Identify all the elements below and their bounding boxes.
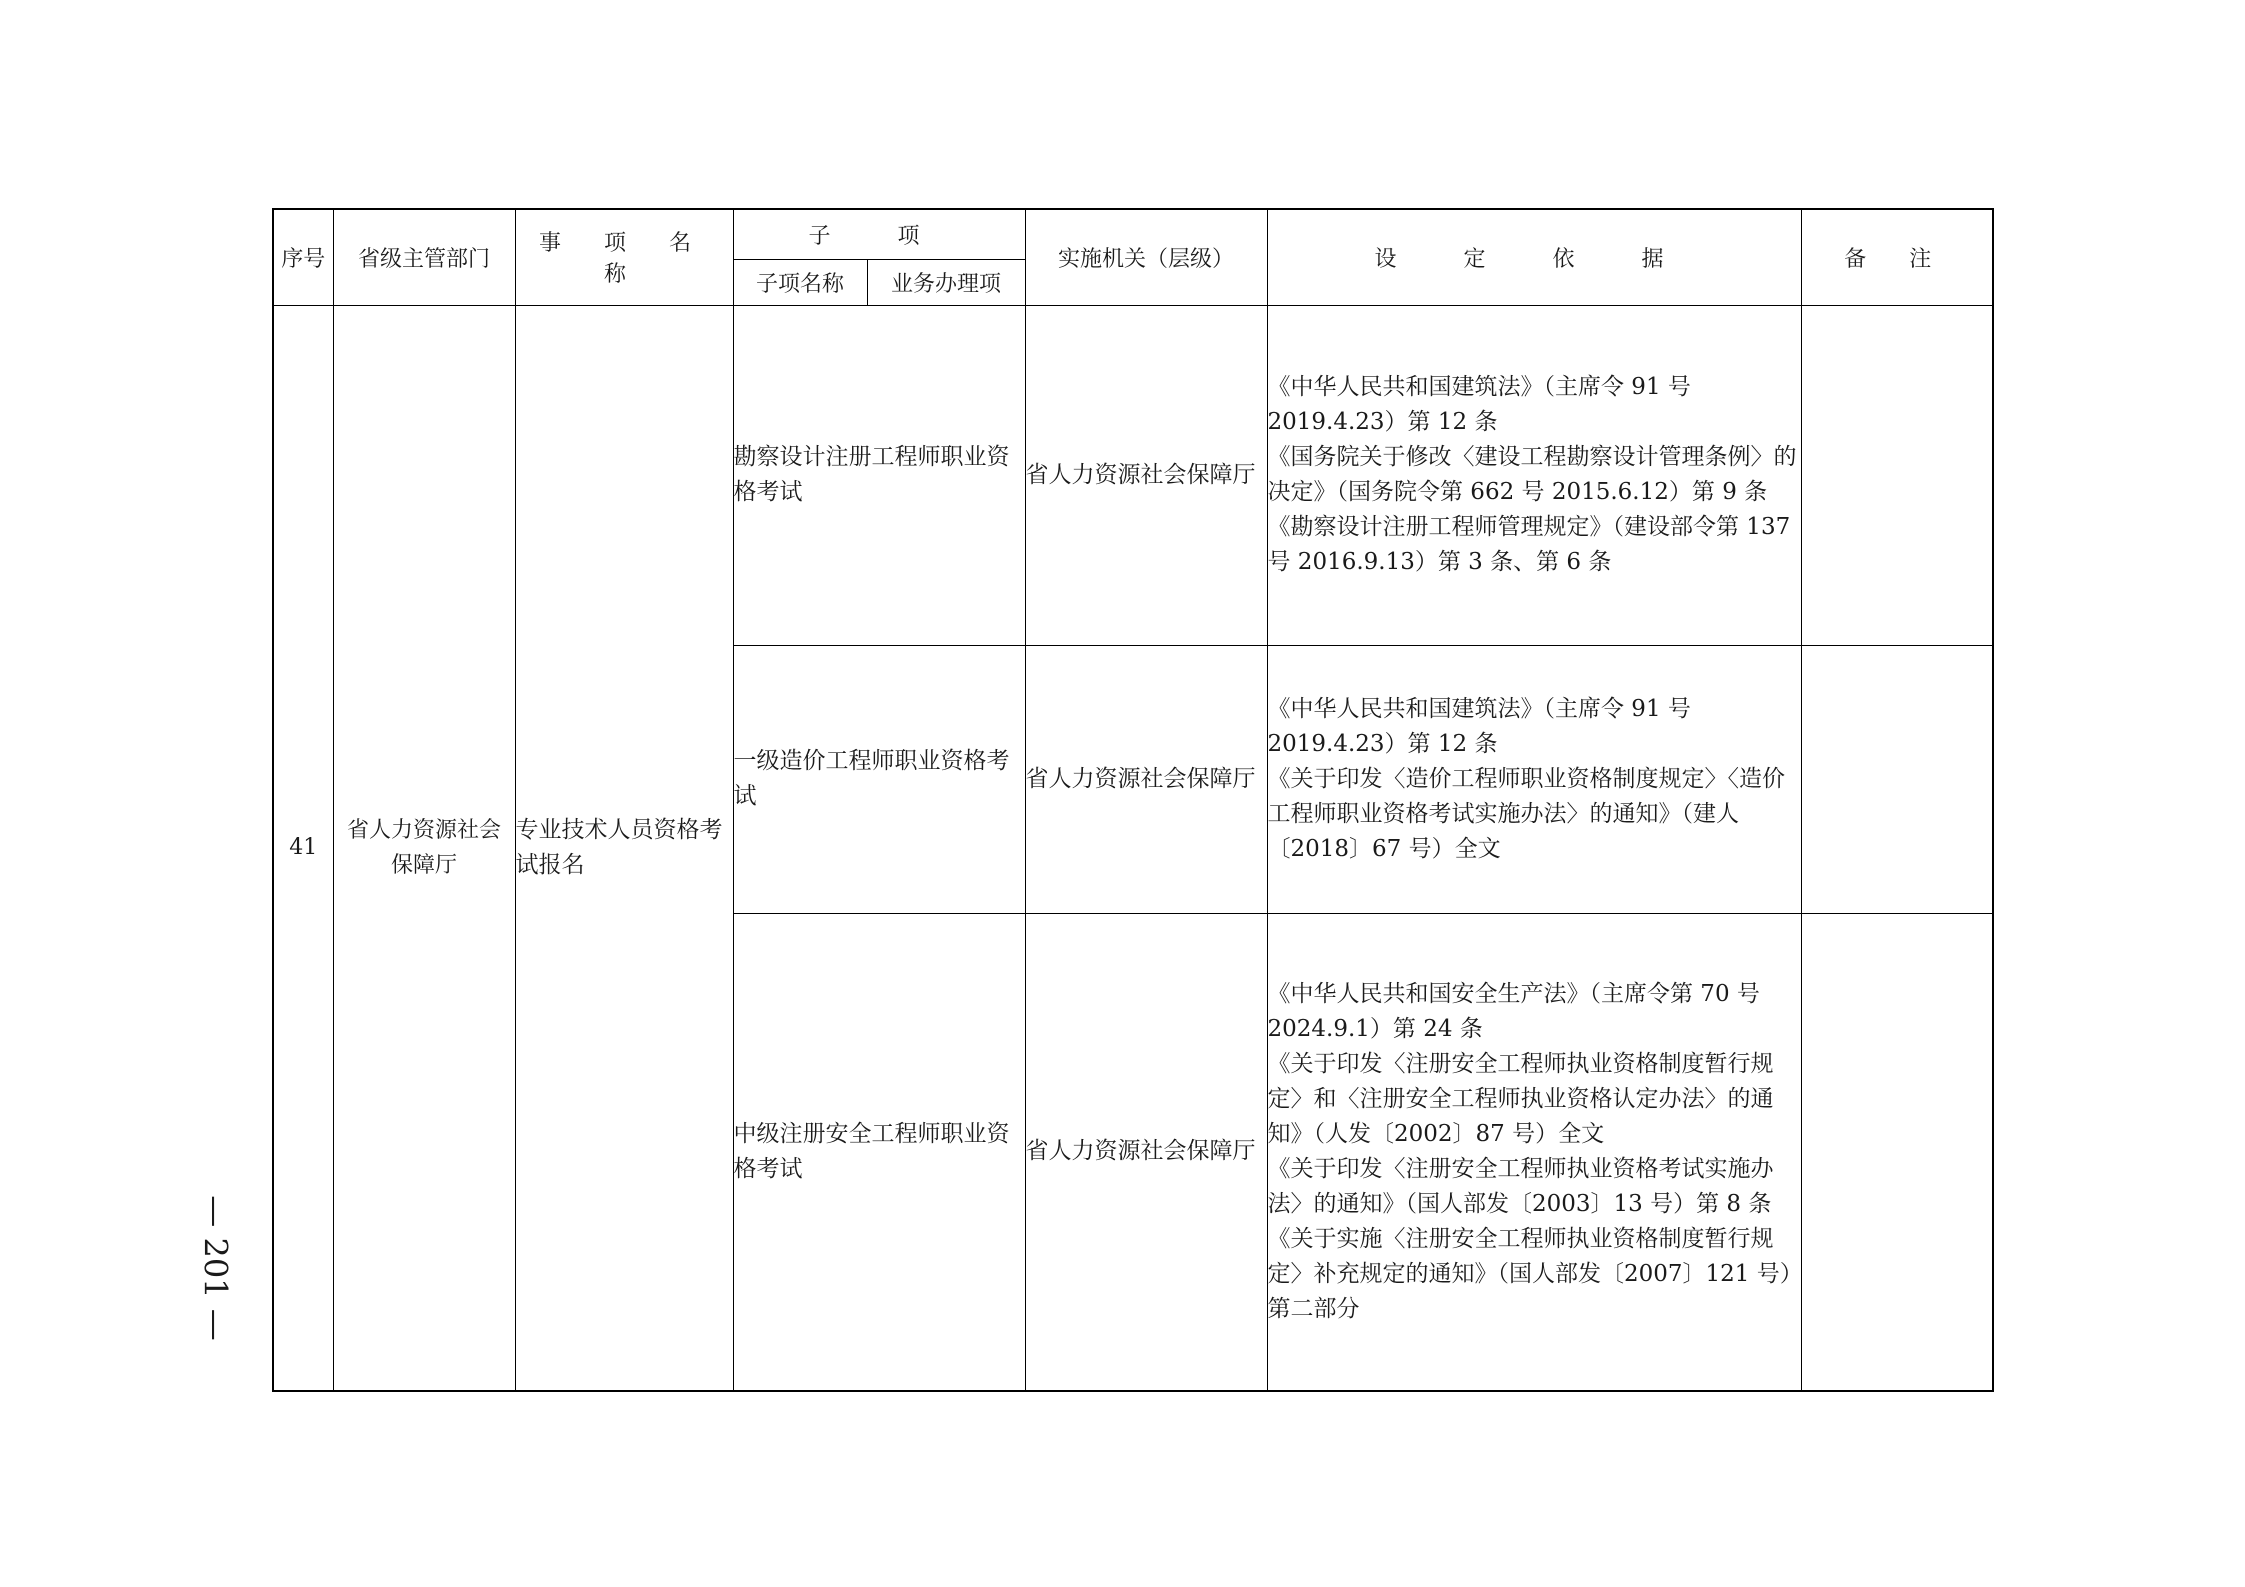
- record-item-name: 专业技术人员资格考试报名: [515, 305, 733, 1391]
- record-seq: 41: [273, 305, 333, 1391]
- header-agency: 实施机关（层级）: [1025, 209, 1267, 305]
- header-seq: 序号: [273, 209, 333, 305]
- page-number: [196, 1180, 236, 1355]
- remark: [1801, 645, 1993, 913]
- approval-items-table: [272, 208, 1994, 1392]
- basis: [1267, 913, 1801, 1391]
- basis-line: 《国务院关于修改〈建设工程勘察设计管理条例〉的决定》（国务院令第 662 号 2015.6.12）第 9 条: [1267, 444, 1797, 505]
- agency: 省人力资源社会保障厅: [1025, 645, 1267, 913]
- basis-line: 《关于印发〈注册安全工程师执业资格考试实施办法〉的通知》（国人部发〔2003〕13 号）第 8 条: [1267, 1155, 1774, 1217]
- basis-line: 《中华人民共和国建筑法》（主席令 91 号 2019.4.23）第 12 条: [1267, 695, 1691, 757]
- header-sub-item: 子 项: [733, 209, 1025, 259]
- basis-line: 《关于印发〈造价工程师职业资格制度规定〉〈造价工程师职业资格考试实施办法〉的通知》（建人〔2018〕67 号）全文: [1267, 765, 1785, 862]
- basis: [1267, 645, 1801, 913]
- sub-item-name: 一级造价工程师职业资格考试: [733, 645, 1025, 913]
- basis-line: 《中华人民共和国建筑法》（主席令 91 号 2019.4.23）第 12 条: [1267, 374, 1691, 435]
- remark: [1801, 305, 1993, 645]
- agency: 省人力资源社会保障厅: [1025, 913, 1267, 1391]
- sub-item-name: 勘察设计注册工程师职业资格考试: [733, 305, 1025, 645]
- header-remark: 备 注: [1801, 209, 1993, 305]
- page-number-text: — 201 —: [197, 1194, 236, 1341]
- header-basis: 设 定 依 据: [1267, 209, 1801, 305]
- record-dept: 省人力资源社会保障厅: [333, 305, 515, 1391]
- basis-line: 《勘察设计注册工程师管理规定》（建设部令第 137 号 2016.9.13）第 3 条、第 6 条: [1267, 514, 1791, 575]
- basis-line: 《关于印发〈注册安全工程师执业资格制度暂行规定〉和〈注册安全工程师执业资格认定办法〉的通知》（人发〔2002〕87 号）全文: [1267, 1050, 1774, 1147]
- agency: 省人力资源社会保障厅: [1025, 305, 1267, 645]
- header-business-item: 业务办理项: [867, 259, 1025, 305]
- header-item-name: 事 项 名 称: [515, 209, 733, 305]
- header-dept: 省级主管部门: [333, 209, 515, 305]
- basis-line: 《关于实施〈注册安全工程师执业资格制度暂行规定〉补充规定的通知》（国人部发〔2007〕121 号）第二部分: [1267, 1225, 1792, 1322]
- basis-line: 《中华人民共和国安全生产法》（主席令第 70 号 2024.9.1）第 24 条: [1267, 980, 1760, 1042]
- sub-item-name: 中级注册安全工程师职业资格考试: [733, 913, 1025, 1391]
- basis: [1267, 305, 1801, 645]
- header-sub-item-name: 子项名称: [733, 259, 867, 305]
- remark: [1801, 913, 1993, 1391]
- table-row: [273, 305, 1993, 645]
